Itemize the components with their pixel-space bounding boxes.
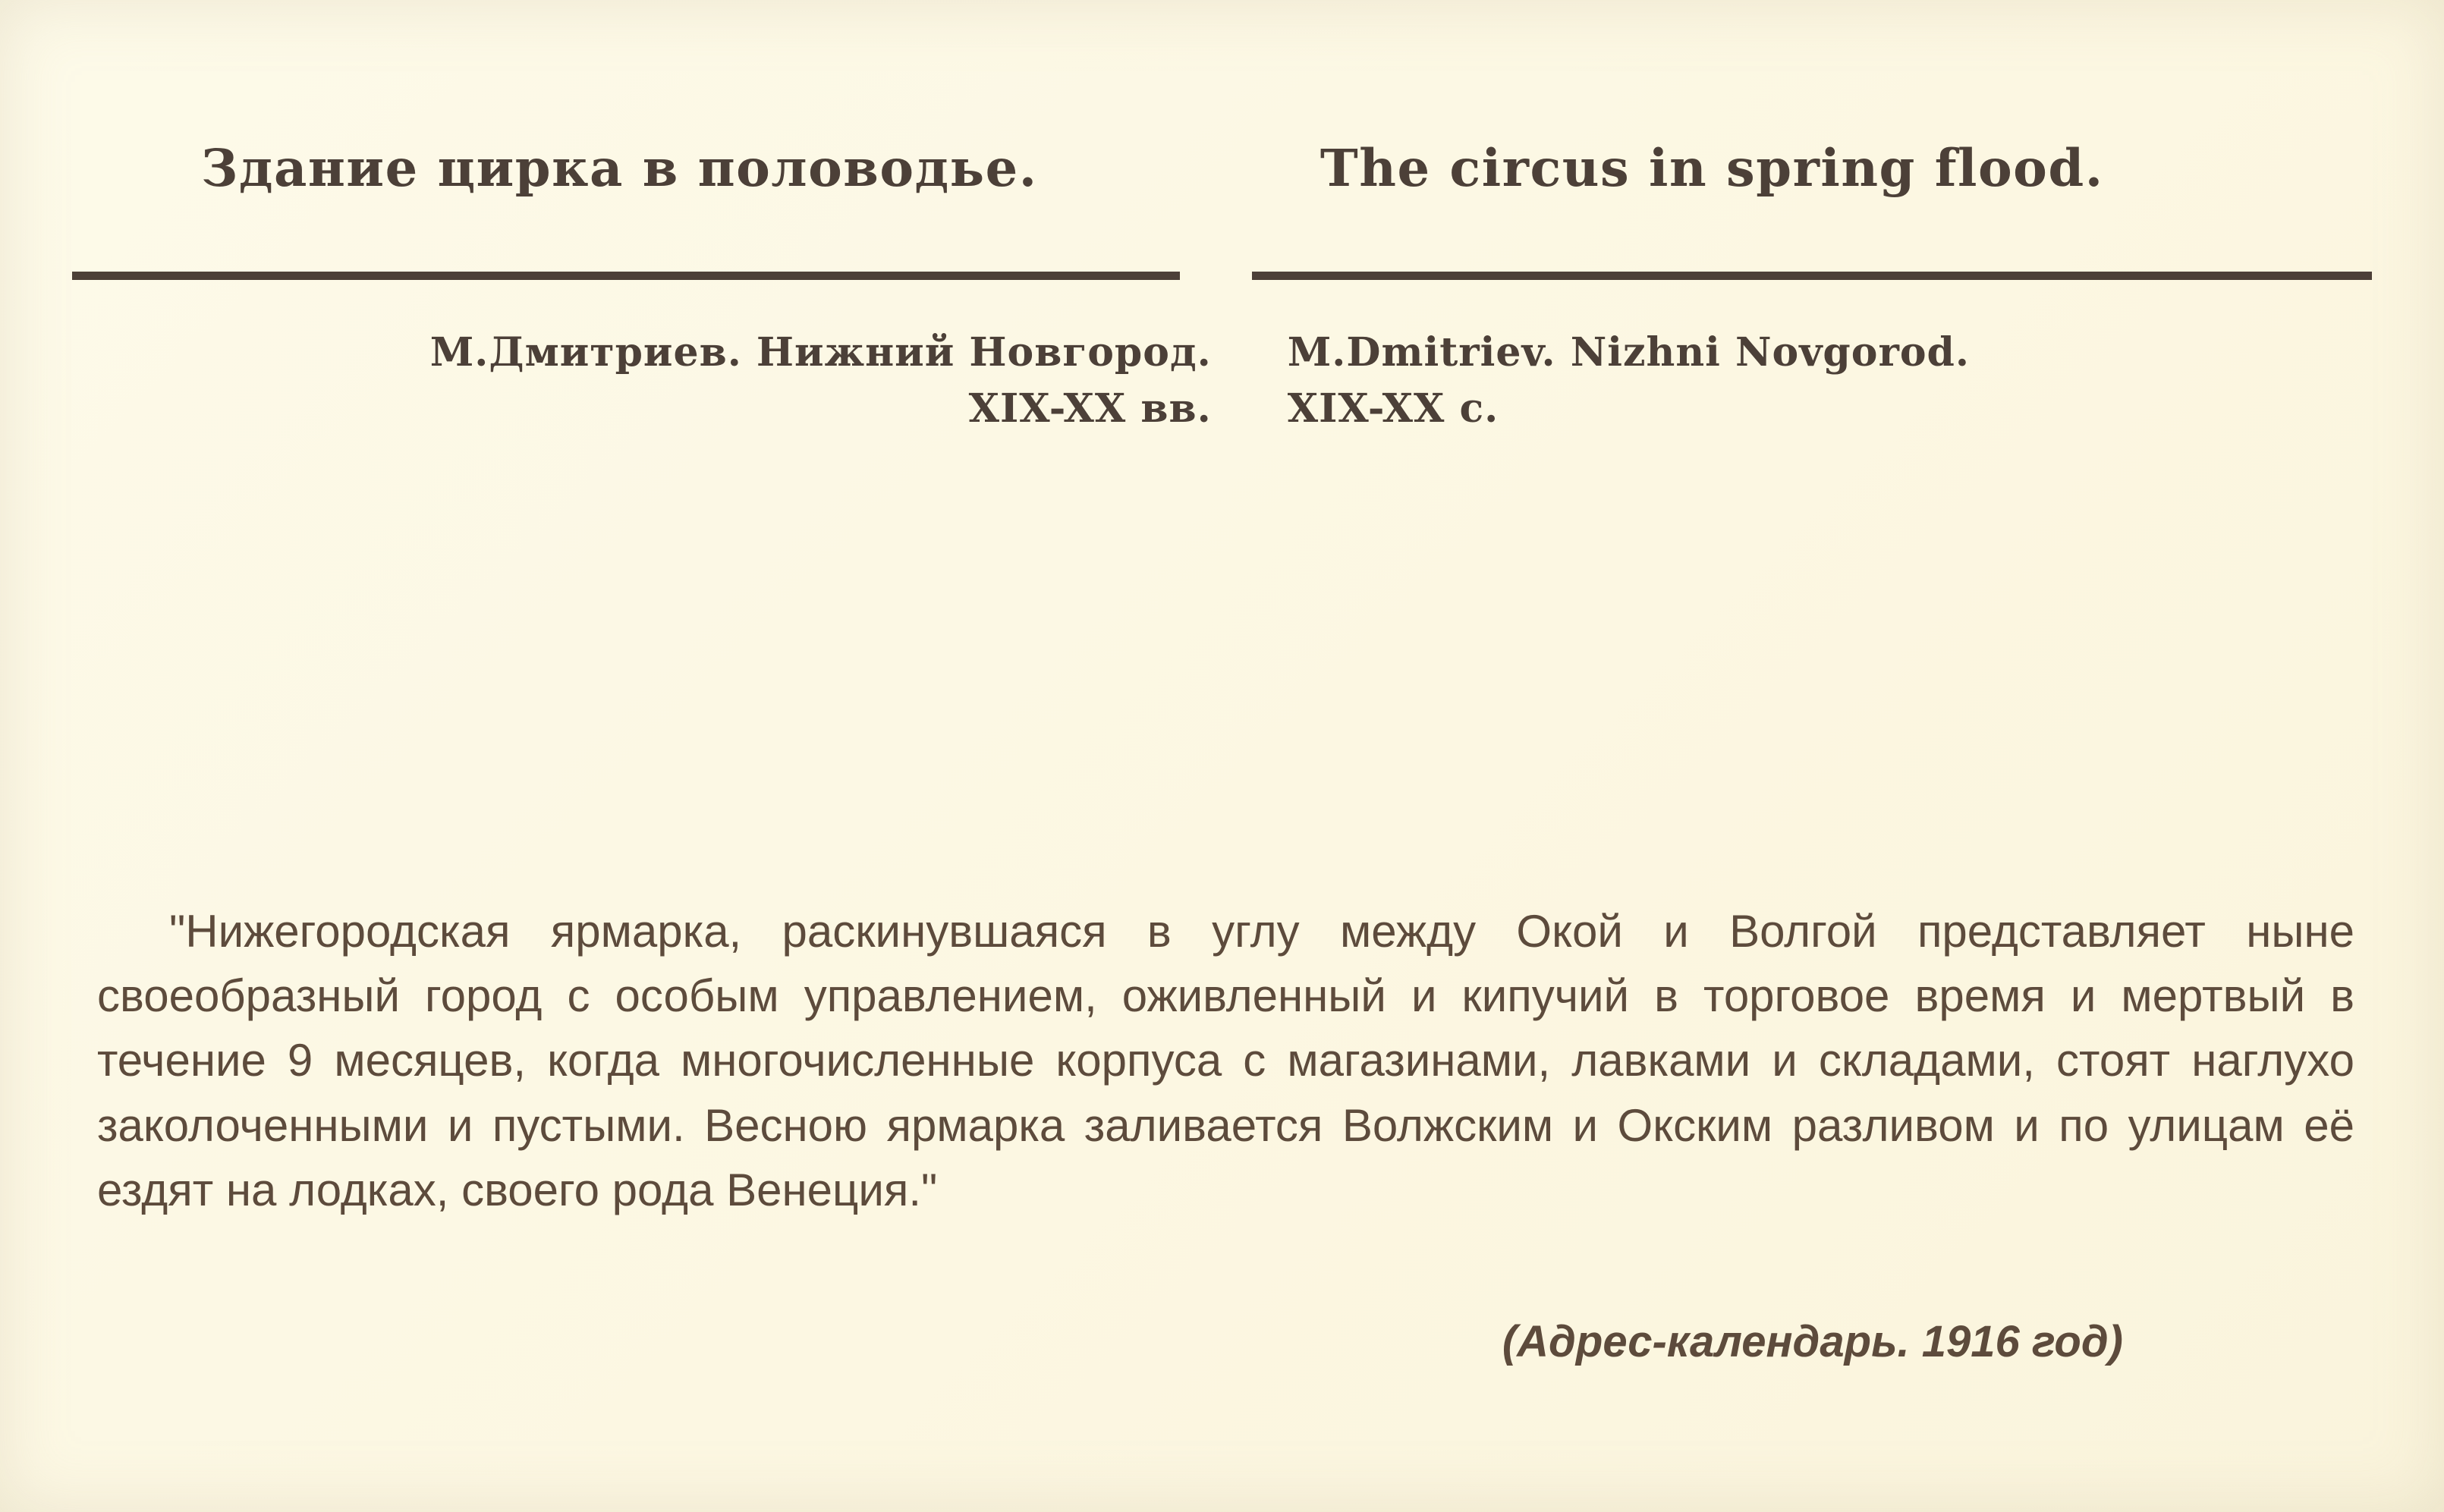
credit-english: [1218, 325, 2372, 437]
credit-russian: [72, 325, 1218, 437]
credit-english-line1: M.Dmitriev. Nizhni Novgorod.: [1287, 329, 1970, 376]
credit-english-line2: XIX-XX c.: [1287, 385, 1499, 432]
title-row: [72, 140, 2372, 196]
title-column-russian: [72, 140, 1250, 196]
divider-right: [1252, 272, 2372, 280]
quote-attribution: (Адрес-календарь. 1916 год): [1502, 1317, 2123, 1366]
title-column-english: [1250, 140, 2372, 196]
divider-row: [72, 272, 2372, 280]
credit-row: [72, 325, 2372, 437]
title-english: The circus in spring flood.: [1320, 138, 2104, 198]
credit-russian-line2: XIX-XX вв.: [968, 385, 1212, 432]
quote-text: "Нижегородская ярмарка, раскинувшаяся в углу между Окой и Волгой представляет ныне своеобразный город с особым управлением, оживленный и кипучий в торговое время и мертвый в течение 9 месяцев, когда многочисленные корпуса с магазинами, лавками и складами, стоят наглухо заколоченными и пустыми. Весною ярмарка заливается Волжским и Окским разливом и по улицам её ездят на лодках, своего рода Венеция.": [97, 906, 2354, 1215]
divider-left: [72, 272, 1180, 280]
credit-russian-line1: М.Дмитриев. Нижний Новгород.: [429, 329, 1212, 376]
quote-block: [97, 899, 2354, 1222]
title-russian: Здание цирка в половодье.: [201, 138, 1038, 198]
